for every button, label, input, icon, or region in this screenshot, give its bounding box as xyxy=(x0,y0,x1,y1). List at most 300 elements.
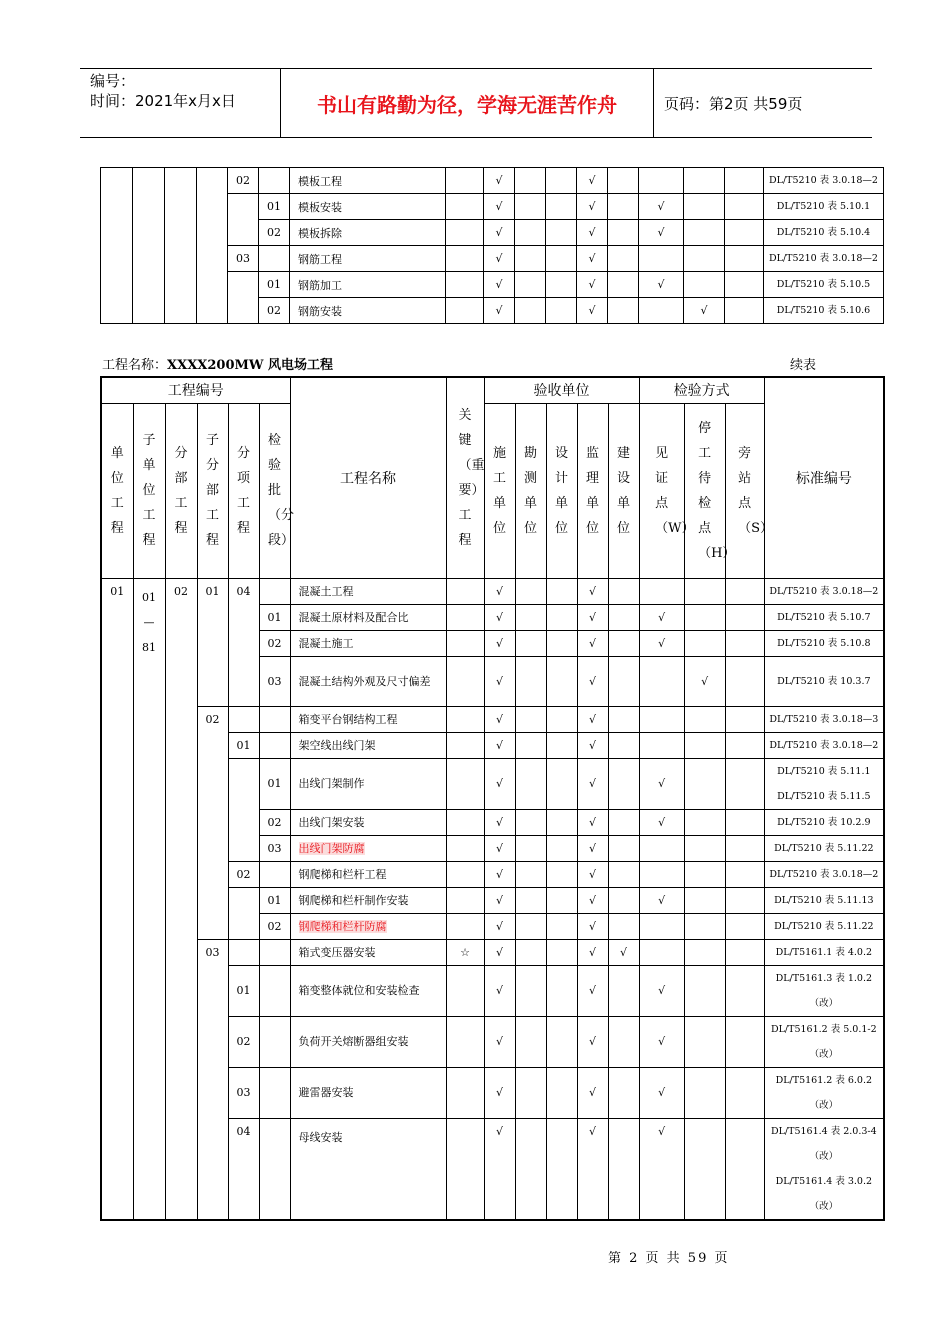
item-code-cell: 01 xyxy=(228,732,259,758)
subpart-code-cell xyxy=(228,194,259,246)
survey-check xyxy=(515,732,546,758)
header-unit: 单位工程 xyxy=(101,403,133,578)
project-name-cell: 钢爬梯和栏杆制作安装 xyxy=(290,887,446,913)
side-station-check xyxy=(725,1016,764,1067)
construction-check: √ xyxy=(484,758,515,809)
survey-check xyxy=(515,939,546,965)
hold-check xyxy=(684,939,725,965)
continued-label: 续表 xyxy=(790,358,817,373)
table-row xyxy=(101,168,884,194)
key-cell xyxy=(446,272,484,298)
construction-check: √ xyxy=(484,604,515,630)
inspection-table xyxy=(100,376,885,1221)
table-row xyxy=(101,939,884,965)
construction-check: √ xyxy=(484,1067,515,1118)
owner-check xyxy=(608,1118,639,1220)
supervision-check: √ xyxy=(577,913,608,939)
subpart-code-cell: 03 xyxy=(228,246,259,272)
page-footer: 第 2 页 共 59 页 xyxy=(608,1251,730,1266)
owner-check xyxy=(608,272,639,298)
side-station-check xyxy=(725,758,764,809)
item-code-cell: 01 xyxy=(228,965,259,1016)
standard-cell: DL/T5210 表 3.0.18—2 xyxy=(764,578,884,604)
side-station-check xyxy=(725,578,764,604)
witness-check xyxy=(639,578,684,604)
part-code-cell: 02 xyxy=(165,578,197,1220)
construction-check: √ xyxy=(484,220,515,246)
survey-check xyxy=(515,246,546,272)
header-project-name: 工程名称 xyxy=(290,377,446,578)
side-station-check xyxy=(725,656,764,706)
hold-check xyxy=(684,578,725,604)
hold-check xyxy=(684,758,725,809)
project-name-cell: 钢筋安装 xyxy=(290,298,446,324)
supervision-check: √ xyxy=(577,758,608,809)
hold-check xyxy=(684,835,725,861)
empty-code-cell xyxy=(197,168,228,324)
subpart-code-cell: 01 xyxy=(197,578,228,706)
header-witness: 见证点（W） xyxy=(639,403,684,578)
standard-cell: DL/T5210 表 5.10.4 xyxy=(764,220,884,246)
standard-cell: DL/T5210 表 5.10.1 xyxy=(764,194,884,220)
side-station-check xyxy=(725,809,764,835)
table-row xyxy=(101,578,884,604)
project-name-cell: 混凝土施工 xyxy=(290,630,446,656)
key-cell xyxy=(446,706,484,732)
batch-code-cell: 01 xyxy=(259,604,290,630)
hold-check xyxy=(684,220,725,246)
owner-check: √ xyxy=(608,939,639,965)
header-subunit: 子单位工程 xyxy=(133,403,165,578)
header-item: 分项工程 xyxy=(228,403,259,578)
side-station-check xyxy=(725,861,764,887)
page-header xyxy=(80,68,872,138)
side-station-check xyxy=(725,1118,764,1220)
construction-check: √ xyxy=(484,965,515,1016)
witness-check: √ xyxy=(639,630,684,656)
standard-cell: DL/T5210 表 5.10.6 xyxy=(764,298,884,324)
design-check xyxy=(546,706,577,732)
project-name-cell: 架空线出线门架 xyxy=(290,732,446,758)
supervision-check: √ xyxy=(577,220,608,246)
side-station-check xyxy=(725,246,764,272)
key-cell xyxy=(446,630,484,656)
project-name-cell: 负荷开关熔断器组安装 xyxy=(290,1016,446,1067)
side-station-check xyxy=(725,604,764,630)
hold-check xyxy=(684,604,725,630)
design-check xyxy=(546,835,577,861)
batch-code-cell xyxy=(259,246,290,272)
design-check xyxy=(546,1067,577,1118)
hold-check xyxy=(684,630,725,656)
supervision-check: √ xyxy=(577,809,608,835)
witness-check xyxy=(639,246,684,272)
key-cell xyxy=(446,220,484,246)
subpart-code-cell: 03 xyxy=(197,939,228,1220)
design-check xyxy=(546,809,577,835)
owner-check xyxy=(608,887,639,913)
survey-check xyxy=(515,220,546,246)
supervision-check: √ xyxy=(577,1118,608,1220)
key-cell xyxy=(446,913,484,939)
side-station-check xyxy=(725,706,764,732)
design-check xyxy=(546,578,577,604)
hold-check xyxy=(684,732,725,758)
header-acceptance-units: 验收单位 xyxy=(484,377,639,403)
design-check xyxy=(546,732,577,758)
witness-check: √ xyxy=(639,965,684,1016)
survey-check xyxy=(515,604,546,630)
header-meta xyxy=(80,69,280,137)
subunit-code-cell: 01 — 81 xyxy=(133,578,165,1220)
side-station-check xyxy=(725,168,764,194)
standard-cell: DL/T5210 表 5.11.22 xyxy=(764,835,884,861)
design-check xyxy=(546,194,577,220)
hold-check xyxy=(684,194,725,220)
header-part: 分部工程 xyxy=(165,403,197,578)
owner-check xyxy=(608,732,639,758)
owner-check xyxy=(608,630,639,656)
header-inspection-method: 检验方式 xyxy=(639,377,764,403)
survey-check xyxy=(515,578,546,604)
standard-cell: DL/T5210 表 3.0.18—2 xyxy=(764,168,884,194)
side-station-check xyxy=(725,732,764,758)
standard-cell: DL/T5210 表 3.0.18—2 xyxy=(764,246,884,272)
batch-code-cell xyxy=(259,732,290,758)
standard-cell: DL/T5210 表 5.11.13 xyxy=(764,887,884,913)
key-cell: ☆ xyxy=(446,939,484,965)
owner-check xyxy=(608,758,639,809)
project-name-cell: 箱式变压器安装 xyxy=(290,939,446,965)
survey-check xyxy=(515,913,546,939)
key-cell xyxy=(446,758,484,809)
construction-check: √ xyxy=(484,835,515,861)
survey-check xyxy=(515,887,546,913)
header-supervision: 监理单位 xyxy=(577,403,608,578)
batch-code-cell xyxy=(259,706,290,732)
empty-code-cell xyxy=(165,168,197,324)
construction-check: √ xyxy=(484,578,515,604)
witness-check: √ xyxy=(639,1016,684,1067)
supervision-check: √ xyxy=(577,246,608,272)
header-owner: 建设单位 xyxy=(608,403,639,578)
header-design: 设计单位 xyxy=(546,403,577,578)
hold-check: √ xyxy=(684,656,725,706)
key-cell xyxy=(446,578,484,604)
batch-code-cell xyxy=(259,965,290,1016)
owner-check xyxy=(608,604,639,630)
hold-check xyxy=(684,168,725,194)
supervision-check: √ xyxy=(577,630,608,656)
witness-check: √ xyxy=(639,272,684,298)
batch-code-cell: 02 xyxy=(259,298,290,324)
batch-code-cell: 03 xyxy=(259,656,290,706)
project-name: XXXX200MW 风电场工程 xyxy=(167,358,334,373)
batch-code-cell: 02 xyxy=(259,913,290,939)
header-subpart: 子分部工程 xyxy=(197,403,228,578)
key-cell xyxy=(446,298,484,324)
construction-check: √ xyxy=(484,298,515,324)
supervision-check: √ xyxy=(577,1016,608,1067)
supervision-check: √ xyxy=(577,835,608,861)
project-name-cell: 钢筋工程 xyxy=(290,246,446,272)
witness-check: √ xyxy=(639,1118,684,1220)
supervision-check: √ xyxy=(577,706,608,732)
witness-check: √ xyxy=(639,220,684,246)
owner-check xyxy=(608,861,639,887)
batch-code-cell: 01 xyxy=(259,887,290,913)
item-code-cell xyxy=(228,758,259,861)
owner-check xyxy=(608,913,639,939)
table-row xyxy=(101,706,884,732)
batch-code-cell xyxy=(259,1067,290,1118)
batch-code-cell: 02 xyxy=(259,220,290,246)
batch-code-cell xyxy=(259,168,290,194)
construction-check: √ xyxy=(484,1118,515,1220)
design-check xyxy=(546,1016,577,1067)
witness-check xyxy=(639,913,684,939)
side-station-check xyxy=(725,913,764,939)
header-project-code: 工程编号 xyxy=(101,377,290,403)
supervision-check: √ xyxy=(577,656,608,706)
owner-check xyxy=(608,246,639,272)
supervision-check: √ xyxy=(577,604,608,630)
key-cell xyxy=(446,887,484,913)
survey-check xyxy=(515,1067,546,1118)
witness-check xyxy=(639,939,684,965)
header-standard: 标准编号 xyxy=(764,377,884,578)
construction-check: √ xyxy=(484,246,515,272)
project-name-cell: 混凝土工程 xyxy=(290,578,446,604)
standard-cell: DL/T5210 表 5.11.1 DL/T5210 表 5.11.5 xyxy=(764,758,884,809)
construction-check: √ xyxy=(484,809,515,835)
key-cell xyxy=(446,1016,484,1067)
batch-code-cell xyxy=(259,939,290,965)
item-code-cell: 04 xyxy=(228,1118,259,1220)
project-name-cell: 母线安装 xyxy=(290,1118,446,1220)
construction-check: √ xyxy=(484,272,515,298)
supervision-check: √ xyxy=(577,578,608,604)
hold-check xyxy=(684,1067,725,1118)
standard-cell: DL/T5210 表 5.11.22 xyxy=(764,913,884,939)
design-check xyxy=(546,861,577,887)
design-check xyxy=(546,604,577,630)
design-check xyxy=(546,887,577,913)
supervision-check: √ xyxy=(577,1067,608,1118)
side-station-check xyxy=(725,272,764,298)
project-name-cell: 钢爬梯和栏杆工程 xyxy=(290,861,446,887)
header-page-label: 页码：第2页 共59页 xyxy=(664,94,803,113)
standard-cell: DL/T5210 表 3.0.18—2 xyxy=(764,732,884,758)
design-check xyxy=(546,220,577,246)
hold-check xyxy=(684,809,725,835)
owner-check xyxy=(608,1016,639,1067)
item-code-cell: 03 xyxy=(228,1067,259,1118)
header-key: 关键（重要）工程 xyxy=(446,377,484,578)
standard-cell: DL/T5210 表 3.0.18—2 xyxy=(764,861,884,887)
survey-check xyxy=(515,272,546,298)
project-title xyxy=(102,354,333,373)
survey-check xyxy=(515,809,546,835)
key-cell xyxy=(446,194,484,220)
side-station-check xyxy=(725,194,764,220)
owner-check xyxy=(608,194,639,220)
standard-cell: DL/T5161.2 表 5.0.1-2 （改） xyxy=(764,1016,884,1067)
key-cell xyxy=(446,168,484,194)
hold-check xyxy=(684,913,725,939)
header-survey: 勘测单位 xyxy=(515,403,546,578)
subpart-code-cell: 02 xyxy=(197,706,228,939)
batch-code-cell: 01 xyxy=(259,272,290,298)
supervision-check: √ xyxy=(577,732,608,758)
design-check xyxy=(546,758,577,809)
empty-code-cell xyxy=(101,168,133,324)
witness-check: √ xyxy=(639,1067,684,1118)
header-side-station: 旁站点（S） xyxy=(725,403,764,578)
hold-check xyxy=(684,1016,725,1067)
survey-check xyxy=(515,630,546,656)
item-code-cell: 02 xyxy=(228,861,259,887)
batch-code-cell: 02 xyxy=(259,809,290,835)
owner-check xyxy=(608,1067,639,1118)
key-cell xyxy=(446,604,484,630)
witness-check: √ xyxy=(639,194,684,220)
batch-code-cell xyxy=(259,1118,290,1220)
hold-check xyxy=(684,887,725,913)
key-cell xyxy=(446,1118,484,1220)
project-name-cell: 出线门架防腐 xyxy=(290,835,446,861)
supervision-check: √ xyxy=(577,965,608,1016)
construction-check: √ xyxy=(484,656,515,706)
unit-code-cell: 01 xyxy=(101,578,133,1220)
key-cell xyxy=(446,656,484,706)
survey-check xyxy=(515,168,546,194)
hold-check: √ xyxy=(684,298,725,324)
supervision-check: √ xyxy=(577,168,608,194)
survey-check xyxy=(515,835,546,861)
hold-check xyxy=(684,272,725,298)
survey-check xyxy=(515,194,546,220)
witness-check: √ xyxy=(639,604,684,630)
key-cell xyxy=(446,1067,484,1118)
owner-check xyxy=(608,809,639,835)
supervision-check: √ xyxy=(577,939,608,965)
item-code-cell xyxy=(228,706,259,732)
project-name-cell: 避雷器安装 xyxy=(290,1067,446,1118)
survey-check xyxy=(515,706,546,732)
supervision-check: √ xyxy=(577,194,608,220)
side-station-check xyxy=(725,965,764,1016)
project-name-cell: 钢爬梯和栏杆防腐 xyxy=(290,913,446,939)
batch-code-cell xyxy=(259,1016,290,1067)
continuation-table xyxy=(100,167,884,324)
construction-check: √ xyxy=(484,168,515,194)
standard-cell: DL/T5210 表 5.10.7 xyxy=(764,604,884,630)
supervision-check: √ xyxy=(577,861,608,887)
design-check xyxy=(546,939,577,965)
owner-check xyxy=(608,168,639,194)
construction-check: √ xyxy=(484,630,515,656)
survey-check xyxy=(515,656,546,706)
witness-check: √ xyxy=(639,809,684,835)
header-hold: 停工待检点（H） xyxy=(684,403,725,578)
subpart-code-cell xyxy=(228,272,259,324)
header-motto: 书山有路勤为径，学海无涯苦作舟 xyxy=(280,69,654,137)
design-check xyxy=(546,272,577,298)
standard-cell: DL/T5161.3 表 1.0.2 （改） xyxy=(764,965,884,1016)
key-cell xyxy=(446,809,484,835)
number-label: 编号： xyxy=(90,72,136,90)
item-code-cell: 02 xyxy=(228,1016,259,1067)
header-batch: 检验批（分段） xyxy=(259,403,290,578)
design-check xyxy=(546,656,577,706)
design-check xyxy=(546,298,577,324)
project-name-cell: 模板工程 xyxy=(290,168,446,194)
project-name-cell: 模板安装 xyxy=(290,194,446,220)
project-name-cell: 出线门架安装 xyxy=(290,809,446,835)
design-check xyxy=(546,168,577,194)
standard-cell: DL/T5210 表 10.2.9 xyxy=(764,809,884,835)
survey-check xyxy=(515,758,546,809)
project-label: 工程名称： xyxy=(102,358,168,373)
item-code-cell xyxy=(228,939,259,965)
project-name-cell: 模板拆除 xyxy=(290,220,446,246)
construction-check: √ xyxy=(484,1016,515,1067)
subpart-code-cell: 02 xyxy=(228,168,259,194)
supervision-check: √ xyxy=(577,887,608,913)
witness-check: √ xyxy=(639,887,684,913)
item-code-cell xyxy=(228,887,259,939)
hold-check xyxy=(684,965,725,1016)
batch-code-cell: 01 xyxy=(259,194,290,220)
hold-check xyxy=(684,861,725,887)
witness-check xyxy=(639,706,684,732)
batch-code-cell xyxy=(259,861,290,887)
standard-cell: DL/T5210 表 10.3.7 xyxy=(764,656,884,706)
side-station-check xyxy=(725,939,764,965)
construction-check: √ xyxy=(484,939,515,965)
standard-cell: DL/T5161.2 表 6.0.2 （改） xyxy=(764,1067,884,1118)
design-check xyxy=(546,1118,577,1220)
side-station-check xyxy=(725,630,764,656)
supervision-check: √ xyxy=(577,272,608,298)
side-station-check xyxy=(725,220,764,246)
side-station-check xyxy=(725,298,764,324)
witness-check xyxy=(639,298,684,324)
project-name-cell: 混凝土结构外观及尺寸偏差 xyxy=(290,656,446,706)
owner-check xyxy=(608,656,639,706)
side-station-check xyxy=(725,887,764,913)
construction-check: √ xyxy=(484,913,515,939)
side-station-check xyxy=(725,1067,764,1118)
witness-check xyxy=(639,861,684,887)
construction-check: √ xyxy=(484,861,515,887)
batch-code-cell: 02 xyxy=(259,630,290,656)
project-name-cell: 混凝土原材料及配合比 xyxy=(290,604,446,630)
witness-check xyxy=(639,732,684,758)
supervision-check: √ xyxy=(577,298,608,324)
key-cell xyxy=(446,732,484,758)
empty-code-cell xyxy=(133,168,165,324)
hold-check xyxy=(684,1118,725,1220)
owner-check xyxy=(608,965,639,1016)
construction-check: √ xyxy=(484,194,515,220)
batch-code-cell: 03 xyxy=(259,835,290,861)
batch-code-cell: 01 xyxy=(259,758,290,809)
item-code-cell: 04 xyxy=(228,578,259,706)
construction-check: √ xyxy=(484,706,515,732)
standard-cell: DL/T5210 表 5.10.5 xyxy=(764,272,884,298)
